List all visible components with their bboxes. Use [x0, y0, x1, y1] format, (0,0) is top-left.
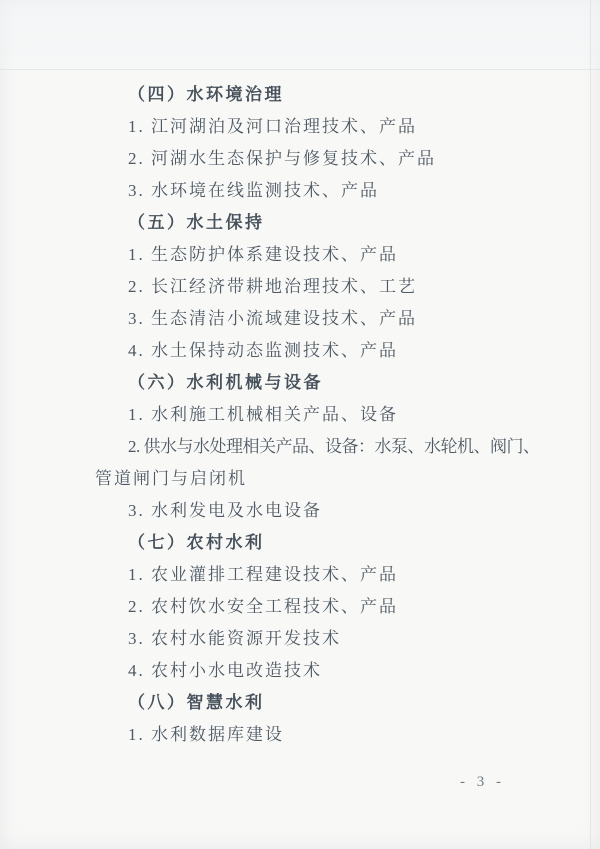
list-item-line: 3. 生态清洁小流域建设技术、产品 — [128, 309, 417, 328]
list-item-line: 2. 长江经济带耕地治理技术、工艺 — [128, 277, 417, 296]
list-item-line: 3. 水利发电及水电设备 — [128, 501, 322, 520]
list-item-line: 4. 水土保持动态监测技术、产品 — [128, 341, 398, 360]
list-item-line: 2. 供水与水处理相关产品、设备：水泵、水轮机、阀门、 — [128, 437, 540, 456]
section-heading: （五）水土保持 — [128, 213, 265, 232]
section-heading: （七）农村水利 — [128, 533, 265, 552]
document-body — [95, 79, 570, 751]
list-item-line: 管道闸门与启闭机 — [95, 469, 247, 488]
page-number: - 3 - — [460, 774, 505, 790]
section-heading: （八）智慧水利 — [128, 693, 265, 712]
section-heading: （四）水环境治理 — [128, 85, 284, 104]
list-item-line: 3. 水环境在线监测技术、产品 — [128, 181, 379, 200]
list-item-line: 2. 河湖水生态保护与修复技术、产品 — [128, 149, 436, 168]
scan-artifact-top-band — [0, 0, 600, 70]
section-heading: （六）水利机械与设备 — [128, 373, 323, 392]
scan-artifact-right-seam — [590, 0, 591, 849]
list-item-line: 1. 生态防护体系建设技术、产品 — [128, 245, 398, 264]
list-item-line: 1. 水利施工机械相关产品、设备 — [128, 405, 398, 424]
list-item-line: 1. 水利数据库建设 — [128, 725, 284, 744]
list-item-line: 3. 农村水能资源开发技术 — [128, 629, 341, 648]
list-item-line: 1. 农业灌排工程建设技术、产品 — [128, 565, 398, 584]
list-item-line: 2. 农村饮水安全工程技术、产品 — [128, 597, 398, 616]
list-item-line: 4. 农村小水电改造技术 — [128, 661, 322, 680]
list-item-line: 1. 江河湖泊及河口治理技术、产品 — [128, 117, 417, 136]
